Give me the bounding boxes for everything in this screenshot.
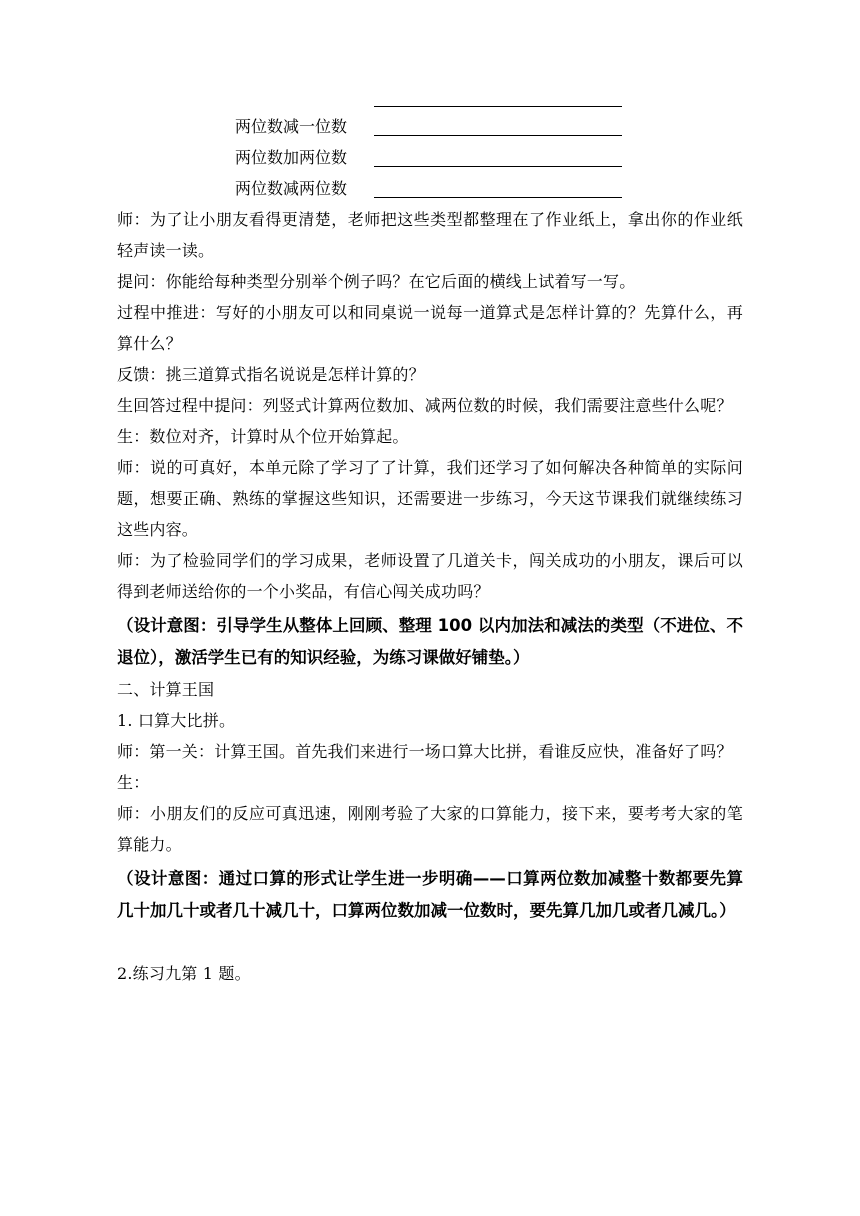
design-intent-note: （设计意图：通过口算的形式让学生进一步明确——口算两位数加减整十数都要先算几十加几十或者几十减几十，口算两位数加减一位数时，要先算几加几或者几减几。）: [117, 869, 743, 920]
student-answer-paragraph: 生：: [117, 773, 150, 792]
type-label: 两位数减一位数: [235, 117, 348, 136]
question-paragraph: 提问：你能给每种类型分别举个例子吗？在它后面的横线上试着写一写。: [117, 272, 636, 291]
teacher-paragraph: 师：说的可真好，本单元除了学习了了计算，我们还学习了如何解决各种简单的实际问题，想要正确、熟练的掌握这些知识，还需要进一步练习，今天这节课我们就继续练习这些内容。: [117, 458, 743, 539]
feedback-paragraph: 反馈：挑三道算式指名说说是怎样计算的？: [117, 365, 425, 384]
student-answer-paragraph: 生：数位对齐，计算时从个位开始算起。: [117, 427, 409, 446]
type-row: [235, 115, 635, 143]
document-body: [117, 204, 743, 989]
answer-blank-line: [374, 197, 622, 198]
design-intent-note: （设计意图：引导学生从整体上回顾、整理 100 以内加法和减法的类型（不进位、不退位），激活学生已有的知识经验，为练习课做好铺垫。）: [117, 616, 743, 667]
type-row: [235, 177, 635, 205]
process-paragraph: 过程中推进：写好的小朋友可以和同桌说一说每一道算式是怎样计算的？先算什么，再算什么？: [117, 303, 743, 353]
type-label: 两位数加两位数: [235, 148, 348, 167]
type-row: [235, 146, 635, 174]
list-item: 1. 口算大比拼。: [117, 711, 236, 730]
answer-blank-line: [374, 135, 622, 136]
spacer: [117, 927, 743, 958]
section-heading: 二、计算王国: [117, 680, 215, 699]
teacher-paragraph: 师：为了让小朋友看得更清楚，老师把这些类型都整理在了作业纸上，拿出你的作业纸轻声读一读。: [117, 210, 743, 260]
teacher-paragraph: 师：小朋友们的反应可真迅速，刚刚考验了大家的口算能力，接下来，要考考大家的笔算能力。: [117, 804, 743, 854]
type-label: 两位数减两位数: [235, 179, 348, 198]
list-item: 2.练习九第 1 题。: [117, 964, 251, 983]
answer-blank-line: [374, 166, 622, 167]
teacher-paragraph: 师：第一关：计算王国。首先我们来进行一场口算大比拼，看谁反应快，准备好了吗？: [117, 742, 733, 761]
calculation-types-block: [0, 0, 860, 210]
blank-line: [374, 106, 622, 107]
student-question-paragraph: 生回答过程中提问：列竖式计算两位数加、减两位数的时候，我们需要注意些什么呢？: [117, 396, 733, 415]
teacher-paragraph: 师：为了检验同学们的学习成果，老师设置了几道关卡，闯关成功的小朋友，课后可以得到老师送给你的一个小奖品，有信心闯关成功吗？: [117, 551, 743, 601]
